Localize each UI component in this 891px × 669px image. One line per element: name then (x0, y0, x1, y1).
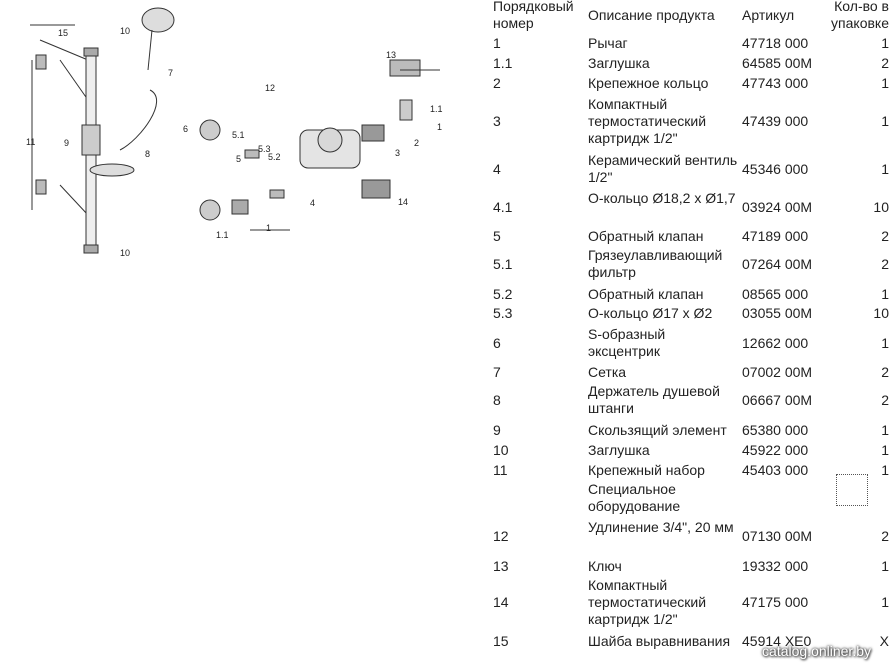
row-description: Грязеулавливающий фильтр (588, 247, 723, 280)
parts-table (493, 0, 891, 669)
row-article: 03055 00M (742, 305, 813, 321)
diagram-label: 13 (386, 50, 397, 60)
row-quantity: 2 (881, 391, 889, 408)
header-number: Порядковый номер (493, 0, 574, 31)
wall-bracket (36, 180, 46, 194)
row-quantity: X (879, 633, 889, 649)
diagram-label: 6 (183, 124, 189, 134)
shower-hose (120, 90, 157, 150)
diagram-line (60, 60, 88, 100)
check-valve (270, 190, 284, 198)
row-description: S-образный эксцентрик (588, 326, 666, 359)
diagram-label: 5.1 (232, 130, 245, 140)
row-quantity: 1 (881, 422, 889, 438)
row-description: Специальное оборудование (588, 481, 681, 514)
diagram-label: 9 (64, 138, 70, 148)
header-article: Артикул (742, 7, 795, 23)
header-description: Описание продукта (588, 7, 715, 23)
row-description: Обратный клапан (588, 228, 704, 244)
row-number: 12 (493, 527, 509, 544)
diagram-label: 1.1 (430, 104, 443, 114)
row-description: Крепежное кольцо (588, 75, 709, 91)
row-number: 11 (493, 462, 508, 478)
row-description: Обратный клапан (588, 286, 704, 302)
header-quantity: Кол-во в упаковке (831, 0, 889, 31)
row-quantity: 1 (881, 75, 889, 91)
diagram-label: 10 (120, 248, 131, 258)
diagram-label: 2 (414, 138, 420, 148)
row-number: 15 (493, 633, 509, 649)
check-valve (245, 150, 259, 158)
row-article: 45922 000 (742, 442, 809, 458)
diagram-label: 14 (398, 197, 409, 207)
soap-dish (90, 164, 134, 176)
eccentric-part (200, 200, 220, 220)
row-number: 5.2 (493, 286, 513, 302)
row-number: 9 (493, 422, 501, 438)
row-article: 19332 000 (742, 558, 809, 574)
row-article: 06667 00M (742, 391, 813, 408)
row-number: 5.1 (493, 255, 513, 272)
row-article: 45346 000 (742, 160, 809, 177)
end-cap-top (84, 48, 98, 56)
row-quantity: 1 (881, 35, 889, 51)
row-description: Держатель душевой штанги (588, 383, 720, 416)
row-number: 1 (493, 35, 501, 51)
row-quantity: 2 (881, 255, 889, 272)
row-number: 13 (493, 558, 509, 574)
row-number: 3 (493, 113, 501, 129)
row-quantity: 1 (881, 113, 889, 129)
diagram-label: 10 (120, 26, 131, 36)
row-quantity: 2 (881, 228, 889, 244)
diagram-line (40, 40, 88, 60)
diagram-label: 5.2 (268, 152, 281, 162)
row-description: Скользящий элемент (588, 422, 727, 438)
row-article: 47189 000 (742, 228, 809, 244)
row-article: 64585 00M (742, 55, 813, 71)
row-quantity: 1 (881, 462, 889, 478)
row-description: Крепежный набор (588, 462, 705, 478)
parts-diagram (0, 0, 488, 300)
row-description: Рычаг (588, 35, 628, 51)
row-quantity: 1 (881, 442, 889, 458)
row-description: Заглушка (588, 442, 650, 458)
row-description: О-кольцо Ø18,2 x Ø1,7 (588, 190, 736, 206)
row-number: 4 (493, 160, 501, 177)
diagram-label: 5 (236, 154, 242, 164)
diagram-label: 11 (26, 137, 36, 147)
row-quantity: 2 (881, 527, 889, 544)
row-number: 14 (493, 594, 509, 610)
cartridge-14 (362, 180, 390, 198)
row-article: 12662 000 (742, 334, 809, 351)
row-quantity: 2 (881, 364, 889, 380)
row-number: 7 (493, 364, 501, 380)
cartridge (362, 125, 384, 141)
row-quantity: 1 (881, 594, 889, 610)
row-number: 8 (493, 391, 501, 408)
row-number: 2 (493, 75, 501, 91)
row-description: Удлинение 3/4", 20 мм (588, 519, 734, 535)
diagram-label: 1 (437, 122, 443, 132)
row-article: 47175 000 (742, 594, 809, 610)
row-number: 1.1 (493, 55, 513, 71)
row-article: 47439 000 (742, 113, 809, 129)
row-article: 07002 00M (742, 364, 813, 380)
image-placeholder (836, 474, 868, 506)
row-number: 5 (493, 228, 501, 244)
row-number: 10 (493, 442, 509, 458)
diagram-label: 15 (58, 28, 69, 38)
row-description: Компактный термостатический картридж 1/2" (588, 96, 707, 146)
end-cap-bottom (84, 245, 98, 253)
row-number: 6 (493, 334, 501, 351)
row-article: 03924 00M (742, 198, 813, 215)
row-article: 08565 000 (742, 286, 809, 302)
row-description: Ключ (588, 558, 622, 574)
row-description: Заглушка (588, 55, 650, 71)
row-article: 47718 000 (742, 35, 809, 51)
hand-shower-head (142, 8, 174, 32)
row-quantity: 1 (881, 558, 889, 574)
diagram-label: 7 (168, 68, 174, 78)
row-article: 47743 000 (742, 75, 809, 91)
eccentric-part (200, 120, 220, 140)
row-number: 5.3 (493, 305, 513, 321)
wall-bracket (36, 55, 46, 69)
row-article: 45403 000 (742, 462, 809, 478)
row-quantity: 10 (873, 198, 889, 215)
row-article: 07130 00M (742, 527, 813, 544)
watermark: catalog.onliner.by (762, 643, 871, 659)
diagram-label: 5.3 (258, 144, 271, 154)
valve-body (232, 200, 248, 214)
row-article: 65380 000 (742, 422, 809, 438)
diagram-label: 3 (395, 148, 401, 158)
row-description: Сетка (588, 364, 627, 380)
diagram-label: 12 (265, 83, 276, 93)
row-description: Керамический вентиль 1/2" (588, 152, 738, 185)
row-quantity: 1 (881, 160, 889, 177)
slider-element (82, 125, 100, 155)
mixer-knob (318, 128, 342, 152)
diagram-label: 4 (310, 198, 316, 208)
wrench-13 (390, 60, 420, 76)
diagram-label: 8 (145, 149, 151, 159)
diagram-label: 1 (266, 223, 272, 233)
diagram-label: 1.1 (216, 230, 229, 240)
row-description: Шайба выравнивания (588, 633, 731, 649)
row-quantity: 1 (881, 334, 889, 351)
row-number: 4.1 (493, 198, 513, 215)
diagram-line (60, 185, 88, 215)
row-quantity: 10 (873, 305, 889, 321)
hand-shower-handle (148, 30, 152, 70)
row-article: 45914 XE0 (742, 633, 812, 649)
row-quantity: 1 (881, 286, 889, 302)
row-description: О-кольцо Ø17 x Ø2 (588, 305, 713, 321)
row-article: 07264 00M (742, 255, 813, 272)
row-description: Компактный термостатический картридж 1/2" (588, 577, 707, 627)
lever (400, 100, 412, 120)
row-quantity: 2 (881, 55, 889, 71)
